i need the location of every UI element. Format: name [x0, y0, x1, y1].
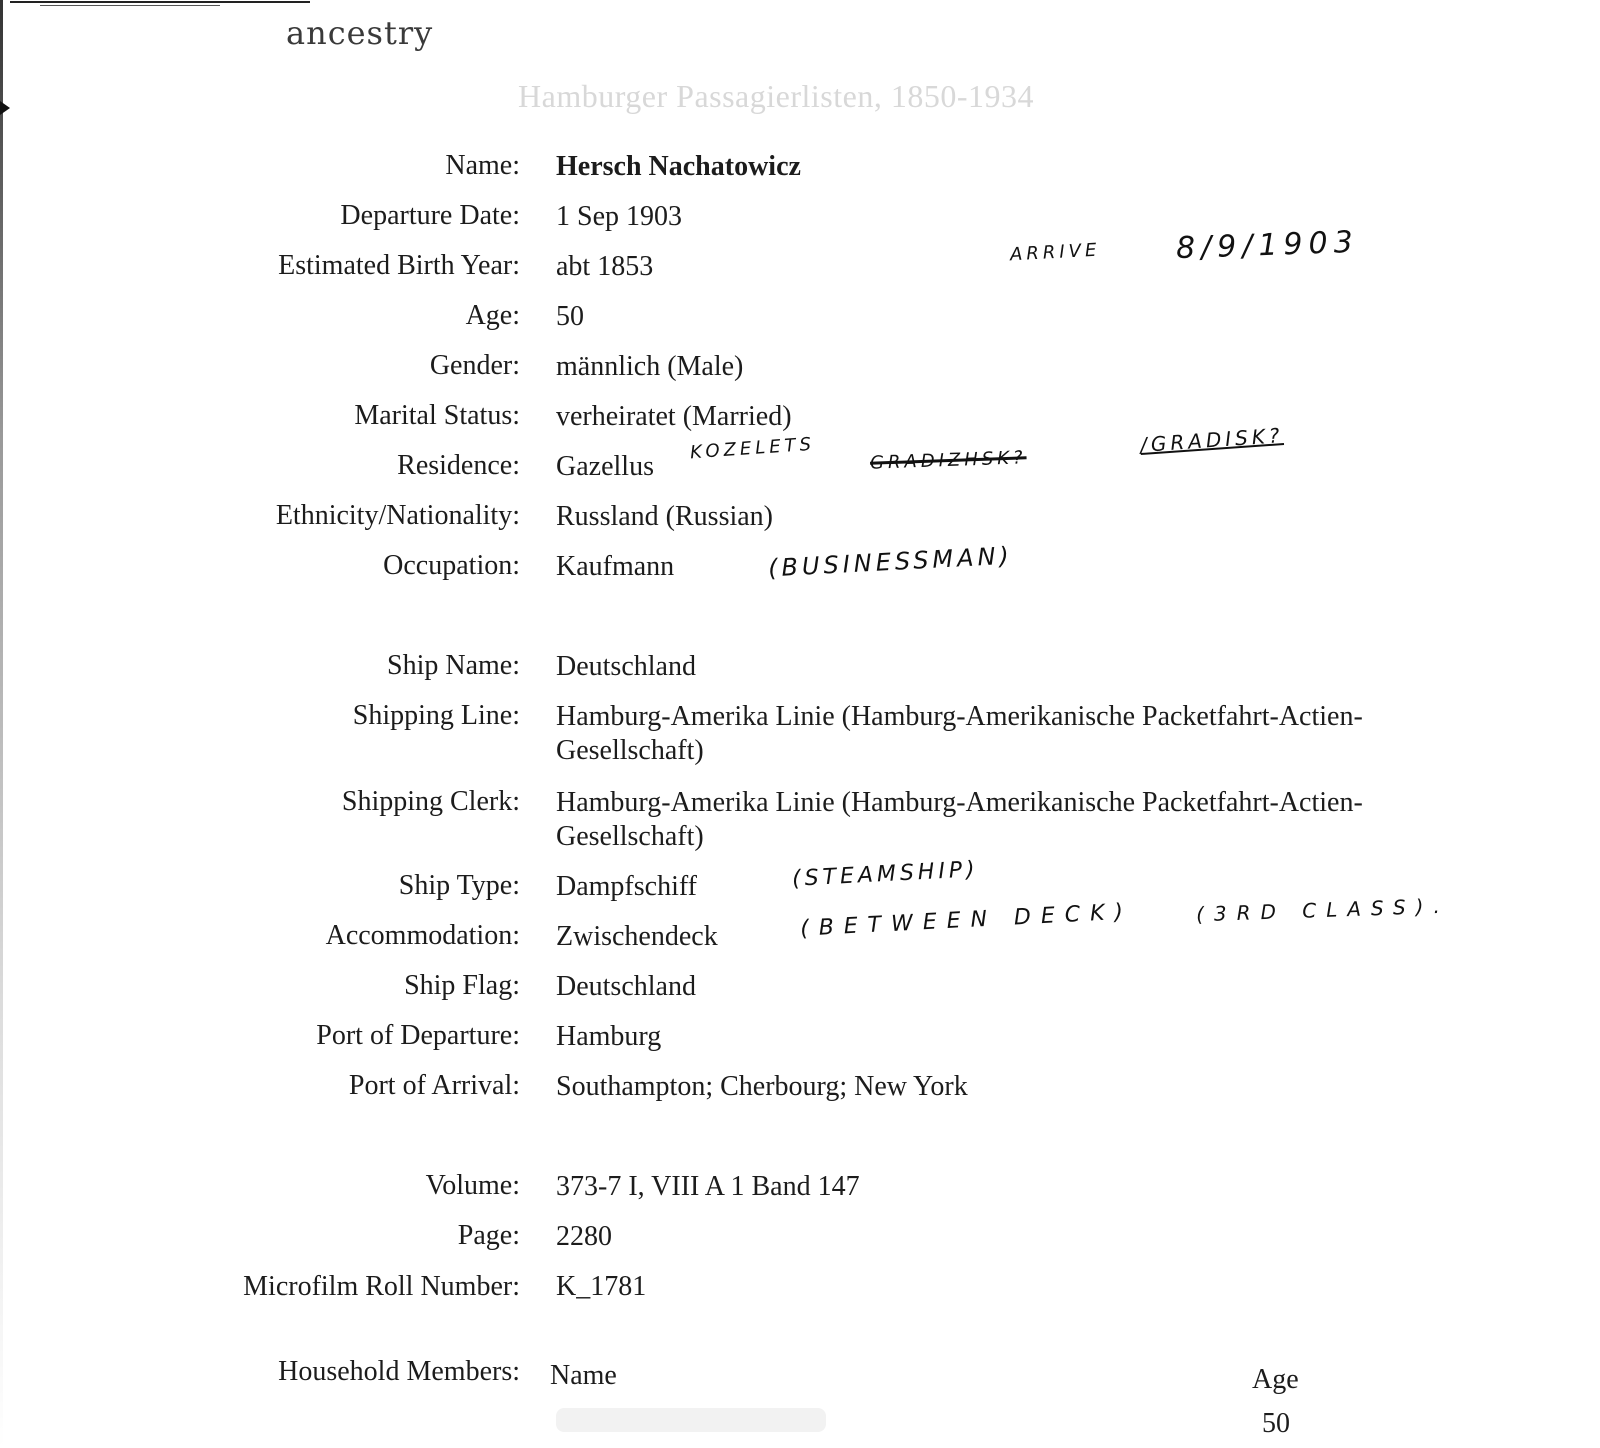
- source-row-page: [0, 1220, 1600, 1264]
- field-value: Southampton; Cherbourg; New York: [556, 1071, 968, 1102]
- field-label: Shipping Line:: [352, 700, 520, 731]
- field-label: Ship Flag:: [404, 970, 520, 1001]
- field-label: Ship Type:: [398, 870, 520, 901]
- record-row-age: [0, 300, 1600, 344]
- record-row-birth-year: [0, 250, 1600, 294]
- field-label: Residence:: [397, 450, 520, 481]
- ship-row-shipping-clerk: [0, 786, 1600, 866]
- household-row: [0, 1356, 1600, 1400]
- field-value: 50: [556, 301, 584, 332]
- field-label: Volume:: [425, 1170, 520, 1201]
- handwritten-occupation-note: (BUSINESSMAN): [767, 541, 1014, 583]
- ship-row-shipping-line: [0, 700, 1600, 780]
- field-value: Russland (Russian): [556, 501, 773, 532]
- field-label: Name:: [445, 150, 520, 181]
- field-value: Deutschland: [556, 651, 696, 682]
- ship-row-flag: [0, 970, 1600, 1014]
- record-row-ethnicity: [0, 500, 1600, 544]
- field-value: Deutschland: [556, 971, 696, 1002]
- household-label: Household Members:: [278, 1356, 520, 1387]
- household-col-name: Name: [550, 1360, 617, 1391]
- ship-row-name: [0, 650, 1600, 694]
- field-value: 1 Sep 1903: [556, 201, 682, 232]
- field-label: Occupation:: [383, 550, 520, 581]
- handwritten-arrive: ARRIVE: [1009, 239, 1101, 266]
- record-row-gender: [0, 350, 1600, 394]
- field-value: Hamburg-Amerika Linie (Hamburg-Amerikanische Packetfahrt-Actien-Gesellschaft): [556, 701, 1363, 766]
- field-value: Kaufmann: [556, 551, 675, 582]
- field-value: Dampfschiff: [556, 871, 697, 902]
- handwritten-residence-note: KOZELETS: [689, 433, 816, 464]
- scan-edge-top: [0, 0, 330, 8]
- handwritten-ship-type-note: (STEAMSHIP): [791, 857, 980, 892]
- field-value: Zwischendeck: [556, 921, 718, 952]
- field-label: Age:: [465, 300, 520, 331]
- field-label: Microfilm Roll Number:: [243, 1271, 520, 1302]
- field-label: Gender:: [429, 350, 520, 381]
- field-value: Hamburg-Amerika Linie (Hamburg-Amerikanische Packetfahrt-Actien-Gesellschaft): [556, 787, 1363, 852]
- household-col-age: Age: [1252, 1364, 1299, 1395]
- ship-row-departure-port: [0, 1020, 1600, 1064]
- field-value: verheiratet (Married): [556, 401, 792, 432]
- field-value: K_1781: [556, 1271, 647, 1302]
- field-label: Port of Arrival:: [348, 1070, 520, 1101]
- ship-row-arrival-port: [0, 1070, 1600, 1114]
- field-label: Departure Date:: [340, 200, 520, 231]
- field-value: männlich (Male): [556, 351, 744, 382]
- scan-notch-mark: [0, 101, 10, 115]
- field-value: abt 1853: [556, 251, 654, 282]
- handwritten-residence-alt: /GRADISK?: [1139, 423, 1285, 457]
- field-value: 373-7 I, VIII A 1 Band 147: [556, 1171, 860, 1202]
- handwritten-residence-struck: GRADIZHSK?: [869, 447, 1027, 474]
- field-label: Ethnicity/Nationality:: [275, 500, 520, 531]
- field-value: Gazellus: [556, 451, 654, 482]
- household-member-name-faded: [556, 1408, 826, 1432]
- record-row-name: [0, 150, 1600, 194]
- handwritten-accommodation-class: (3RD CLASS).: [1195, 893, 1451, 927]
- source-row-volume: [0, 1170, 1600, 1214]
- field-label: Page:: [457, 1220, 520, 1251]
- field-label: Shipping Clerk:: [341, 786, 520, 817]
- record-row-departure-date: [0, 200, 1600, 244]
- field-label: Accommodation:: [325, 920, 520, 951]
- field-label: Ship Name:: [387, 650, 520, 681]
- handwritten-accommodation-note: (BETWEEN DECK): [799, 899, 1134, 942]
- field-value: Hamburg: [556, 1021, 662, 1052]
- collection-title: Hamburger Passagierlisten, 1850-1934: [518, 78, 1034, 114]
- field-value: Hersch Nachatowicz: [556, 151, 801, 182]
- field-label: Estimated Birth Year:: [278, 250, 520, 281]
- ancestry-logo: ancestry: [286, 14, 434, 52]
- record-row-residence: [0, 450, 1600, 494]
- source-row-microfilm: [0, 1270, 1600, 1350]
- field-label: Port of Departure:: [316, 1020, 520, 1051]
- household-member-age: 50: [1262, 1408, 1290, 1439]
- field-value: 2280: [556, 1221, 612, 1252]
- handwritten-arrive-date: 8/9/1903: [1175, 224, 1360, 267]
- field-label: Marital Status:: [354, 400, 520, 431]
